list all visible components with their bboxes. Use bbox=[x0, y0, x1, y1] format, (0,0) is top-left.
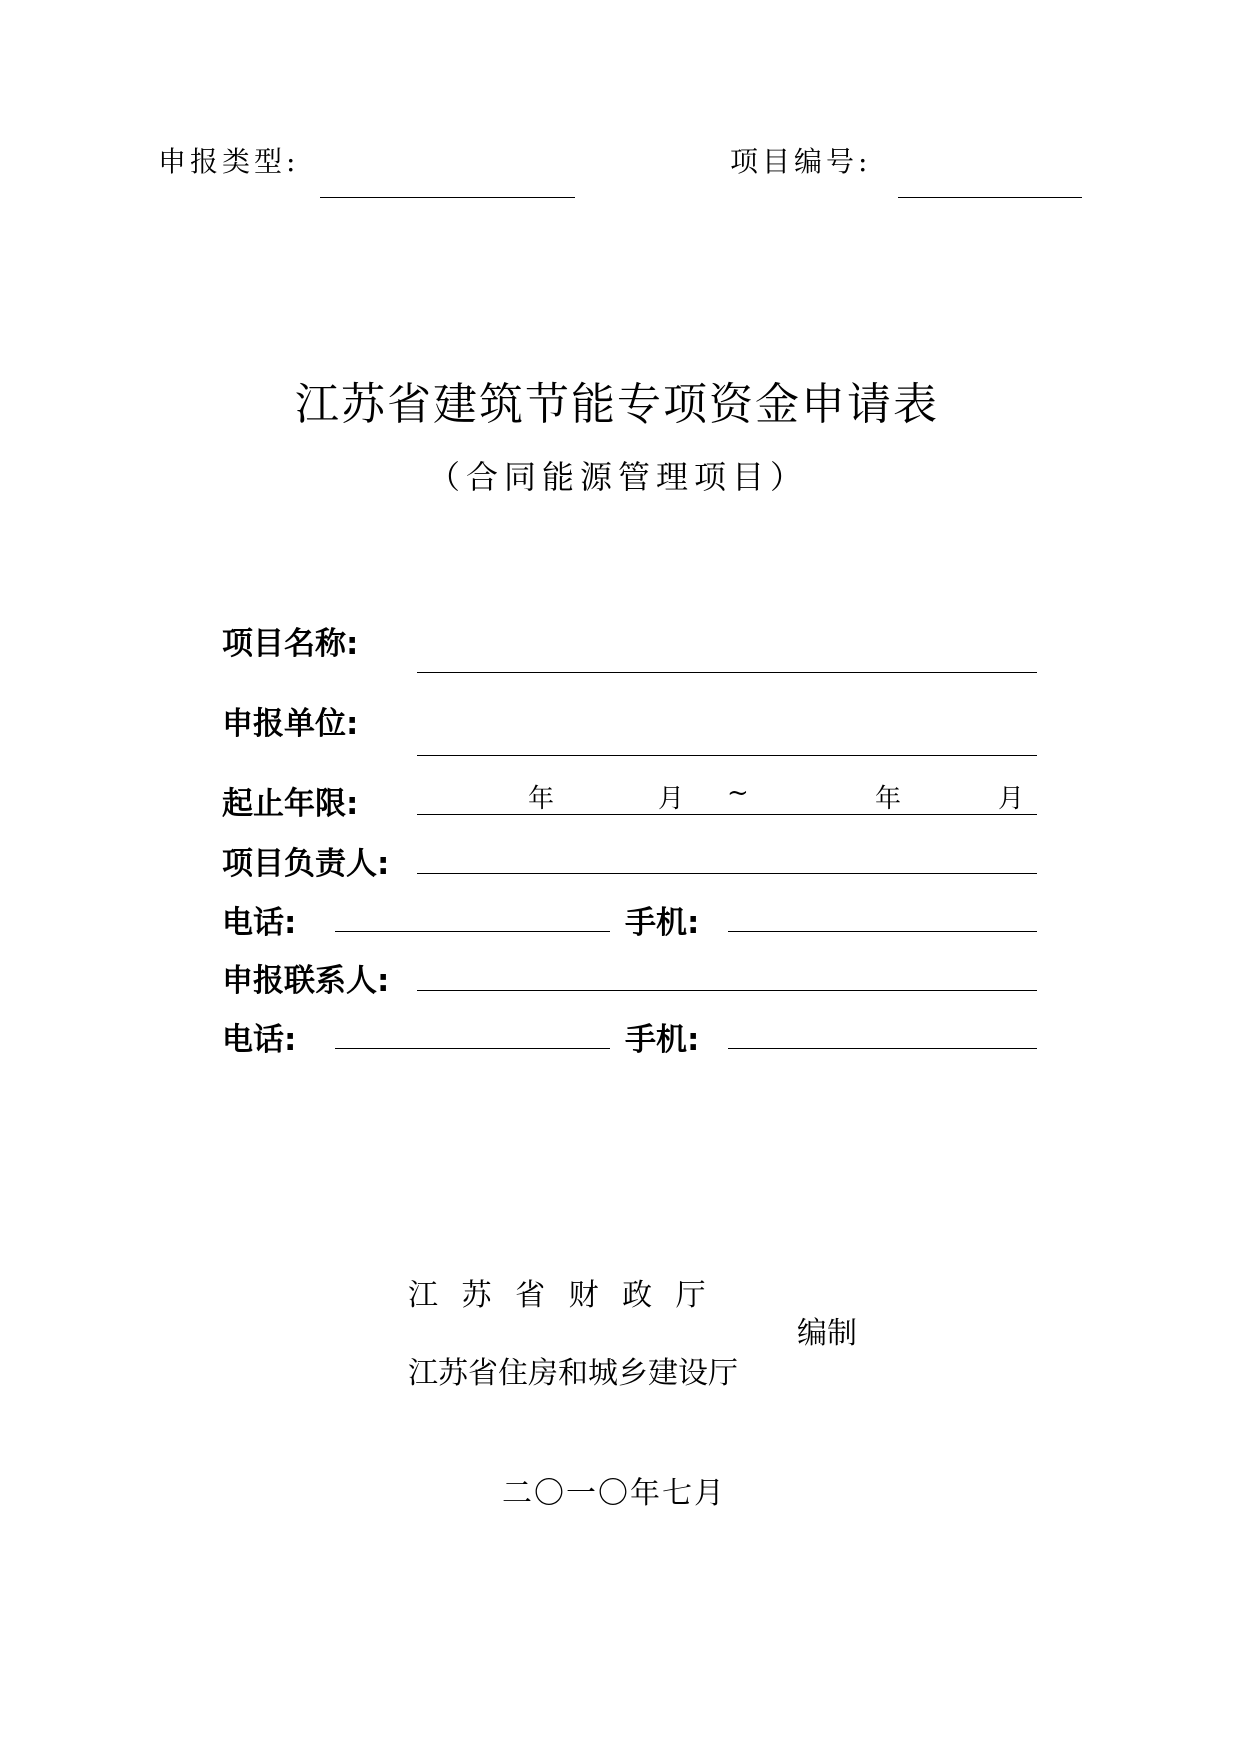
contact-mobile-label: 手机: bbox=[625, 1022, 700, 1058]
period-field[interactable] bbox=[417, 814, 1037, 815]
applicant-unit-field[interactable] bbox=[417, 755, 1037, 756]
project-name-field[interactable] bbox=[417, 672, 1037, 673]
page-subtitle: （合同能源管理项目） bbox=[428, 458, 809, 496]
project-leader-label: 项目负责人: bbox=[222, 846, 390, 882]
contact-phone-field[interactable] bbox=[335, 1048, 610, 1049]
period-end-month: 月 bbox=[998, 784, 1025, 814]
project-number-label: 项目编号: bbox=[730, 145, 872, 178]
compiler-org-housing: 江苏省住房和城乡建设厅 bbox=[408, 1356, 738, 1391]
applicant-unit-label: 申报单位: bbox=[222, 706, 359, 742]
contact-person-label: 申报联系人: bbox=[222, 963, 390, 999]
compiler-action: 编制 bbox=[797, 1316, 857, 1351]
contact-person-field[interactable] bbox=[417, 990, 1037, 991]
leader-mobile-label: 手机: bbox=[625, 905, 700, 941]
period-end-year: 年 bbox=[875, 784, 902, 814]
project-number-field[interactable] bbox=[898, 197, 1082, 198]
compile-date: 二〇一〇年七月 bbox=[502, 1476, 726, 1511]
page-title: 江苏省建筑节能专项资金申请表 bbox=[295, 379, 939, 430]
period-start-year: 年 bbox=[528, 784, 555, 814]
period-separator: ~ bbox=[727, 778, 749, 808]
project-name-label: 项目名称: bbox=[222, 626, 359, 662]
declaration-type-label: 申报类型: bbox=[158, 145, 300, 178]
period-label: 起止年限: bbox=[222, 786, 359, 822]
leader-mobile-field[interactable] bbox=[728, 931, 1037, 932]
period-start-month: 月 bbox=[658, 784, 685, 814]
leader-phone-label: 电话: bbox=[222, 905, 297, 941]
contact-mobile-field[interactable] bbox=[728, 1048, 1037, 1049]
compiler-org-finance: 江 苏 省 财 政 厅 bbox=[408, 1278, 706, 1313]
leader-phone-field[interactable] bbox=[335, 931, 610, 932]
contact-phone-label: 电话: bbox=[222, 1022, 297, 1058]
project-leader-field[interactable] bbox=[417, 873, 1037, 874]
declaration-type-field[interactable] bbox=[320, 197, 575, 198]
